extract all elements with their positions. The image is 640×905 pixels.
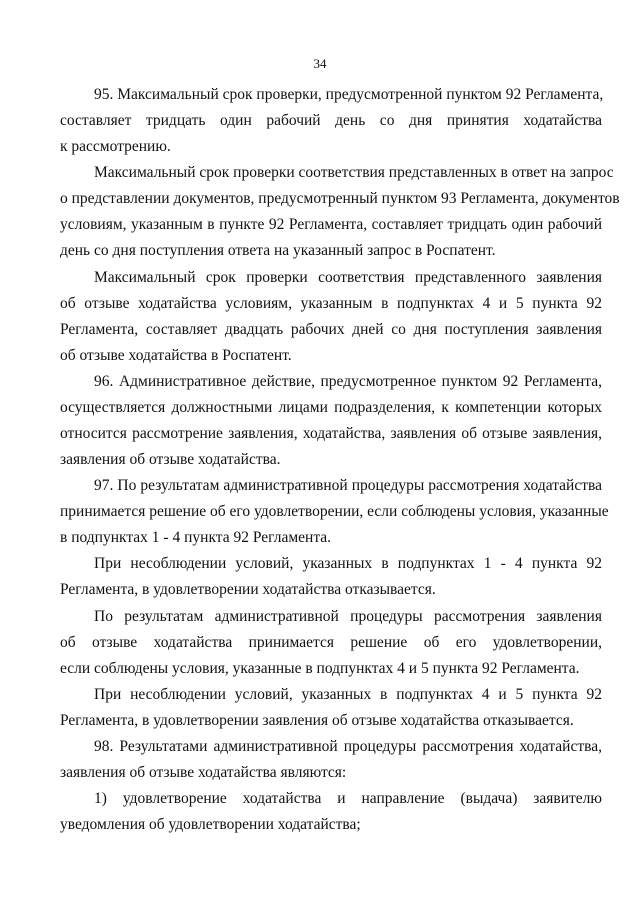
text-line: если соблюдены условия, указанные в подпунктах 4 и 5 пункта 92 Регламента. (60, 660, 580, 677)
text-line: осуществляется должностными лицами подразделения, к компетенции которых (60, 399, 602, 416)
text-line: составляет тридцать один рабочий день со дня принятия ходатайства (60, 112, 602, 129)
text-line: об отзыве ходатайства условиям, указанным в подпунктах 4 и 5 пункта 92 (60, 295, 602, 312)
text-line: 98. Результатами административной процедуры рассмотрения ходатайства, (94, 738, 602, 755)
text-line: уведомления об удовлетворении ходатайства; (60, 816, 361, 833)
text-line: заявления об отзыве ходатайства являются: (60, 764, 347, 781)
text-line: в подпунктах 1 - 4 пункта 92 Регламента. (60, 529, 332, 546)
page-number: 34 (313, 56, 327, 71)
text-line: Максимальный срок проверки соответствия представленного заявления (94, 269, 602, 286)
text-line: По результатам административной процедуры рассмотрения заявления (94, 608, 602, 625)
text-line: Регламента, в удовлетворении ходатайства отказывается. (60, 581, 436, 598)
text-line: 95. Максимальный срок проверки, предусмотренной пунктом 92 Регламента, (94, 86, 604, 103)
text-line: 96. Административное действие, предусмотренное пунктом 92 Регламента, (94, 373, 602, 390)
text-line: относится рассмотрение заявления, ходатайства, заявления об отзыве заявления, (60, 425, 602, 442)
text-line: о представлении документов, предусмотренный пунктом 93 Регламента, документов (60, 190, 620, 207)
text-line: заявления об отзыве ходатайства. (60, 451, 281, 468)
text-line: об отзыве ходатайства в Роспатент. (60, 347, 292, 364)
text-line: При несоблюдении условий, указанных в подпунктах 4 и 5 пункта 92 (94, 686, 602, 703)
text-line: Максимальный срок проверки соответствия представленных в ответ на запрос (94, 164, 614, 181)
text-line: Регламента, в удовлетворении заявления об отзыве ходатайства отказывается. (60, 712, 574, 729)
text-line: 97. По результатам административной процедуры рассмотрения ходатайства (94, 477, 602, 494)
text-line: день со дня поступления ответа на указанный запрос в Роспатент. (60, 242, 496, 259)
text-line: При несоблюдении условий, указанных в подпунктах 1 - 4 пункта 92 (94, 555, 602, 572)
text-line: к рассмотрению. (60, 138, 171, 155)
text-line: 1) удовлетворение ходатайства и направление (выдача) заявителю (94, 790, 602, 807)
text-line: Регламента, составляет двадцать рабочих дней со дня поступления заявления (60, 321, 602, 338)
text-line: условиям, указанным в пункте 92 Регламента, составляет тридцать один рабочий (60, 216, 602, 233)
text-line: принимается решение об его удовлетворении, если соблюдены условия, указанные (60, 503, 609, 520)
text-line: об отзыве ходатайства принимается решение об его удовлетворении, (60, 634, 602, 651)
